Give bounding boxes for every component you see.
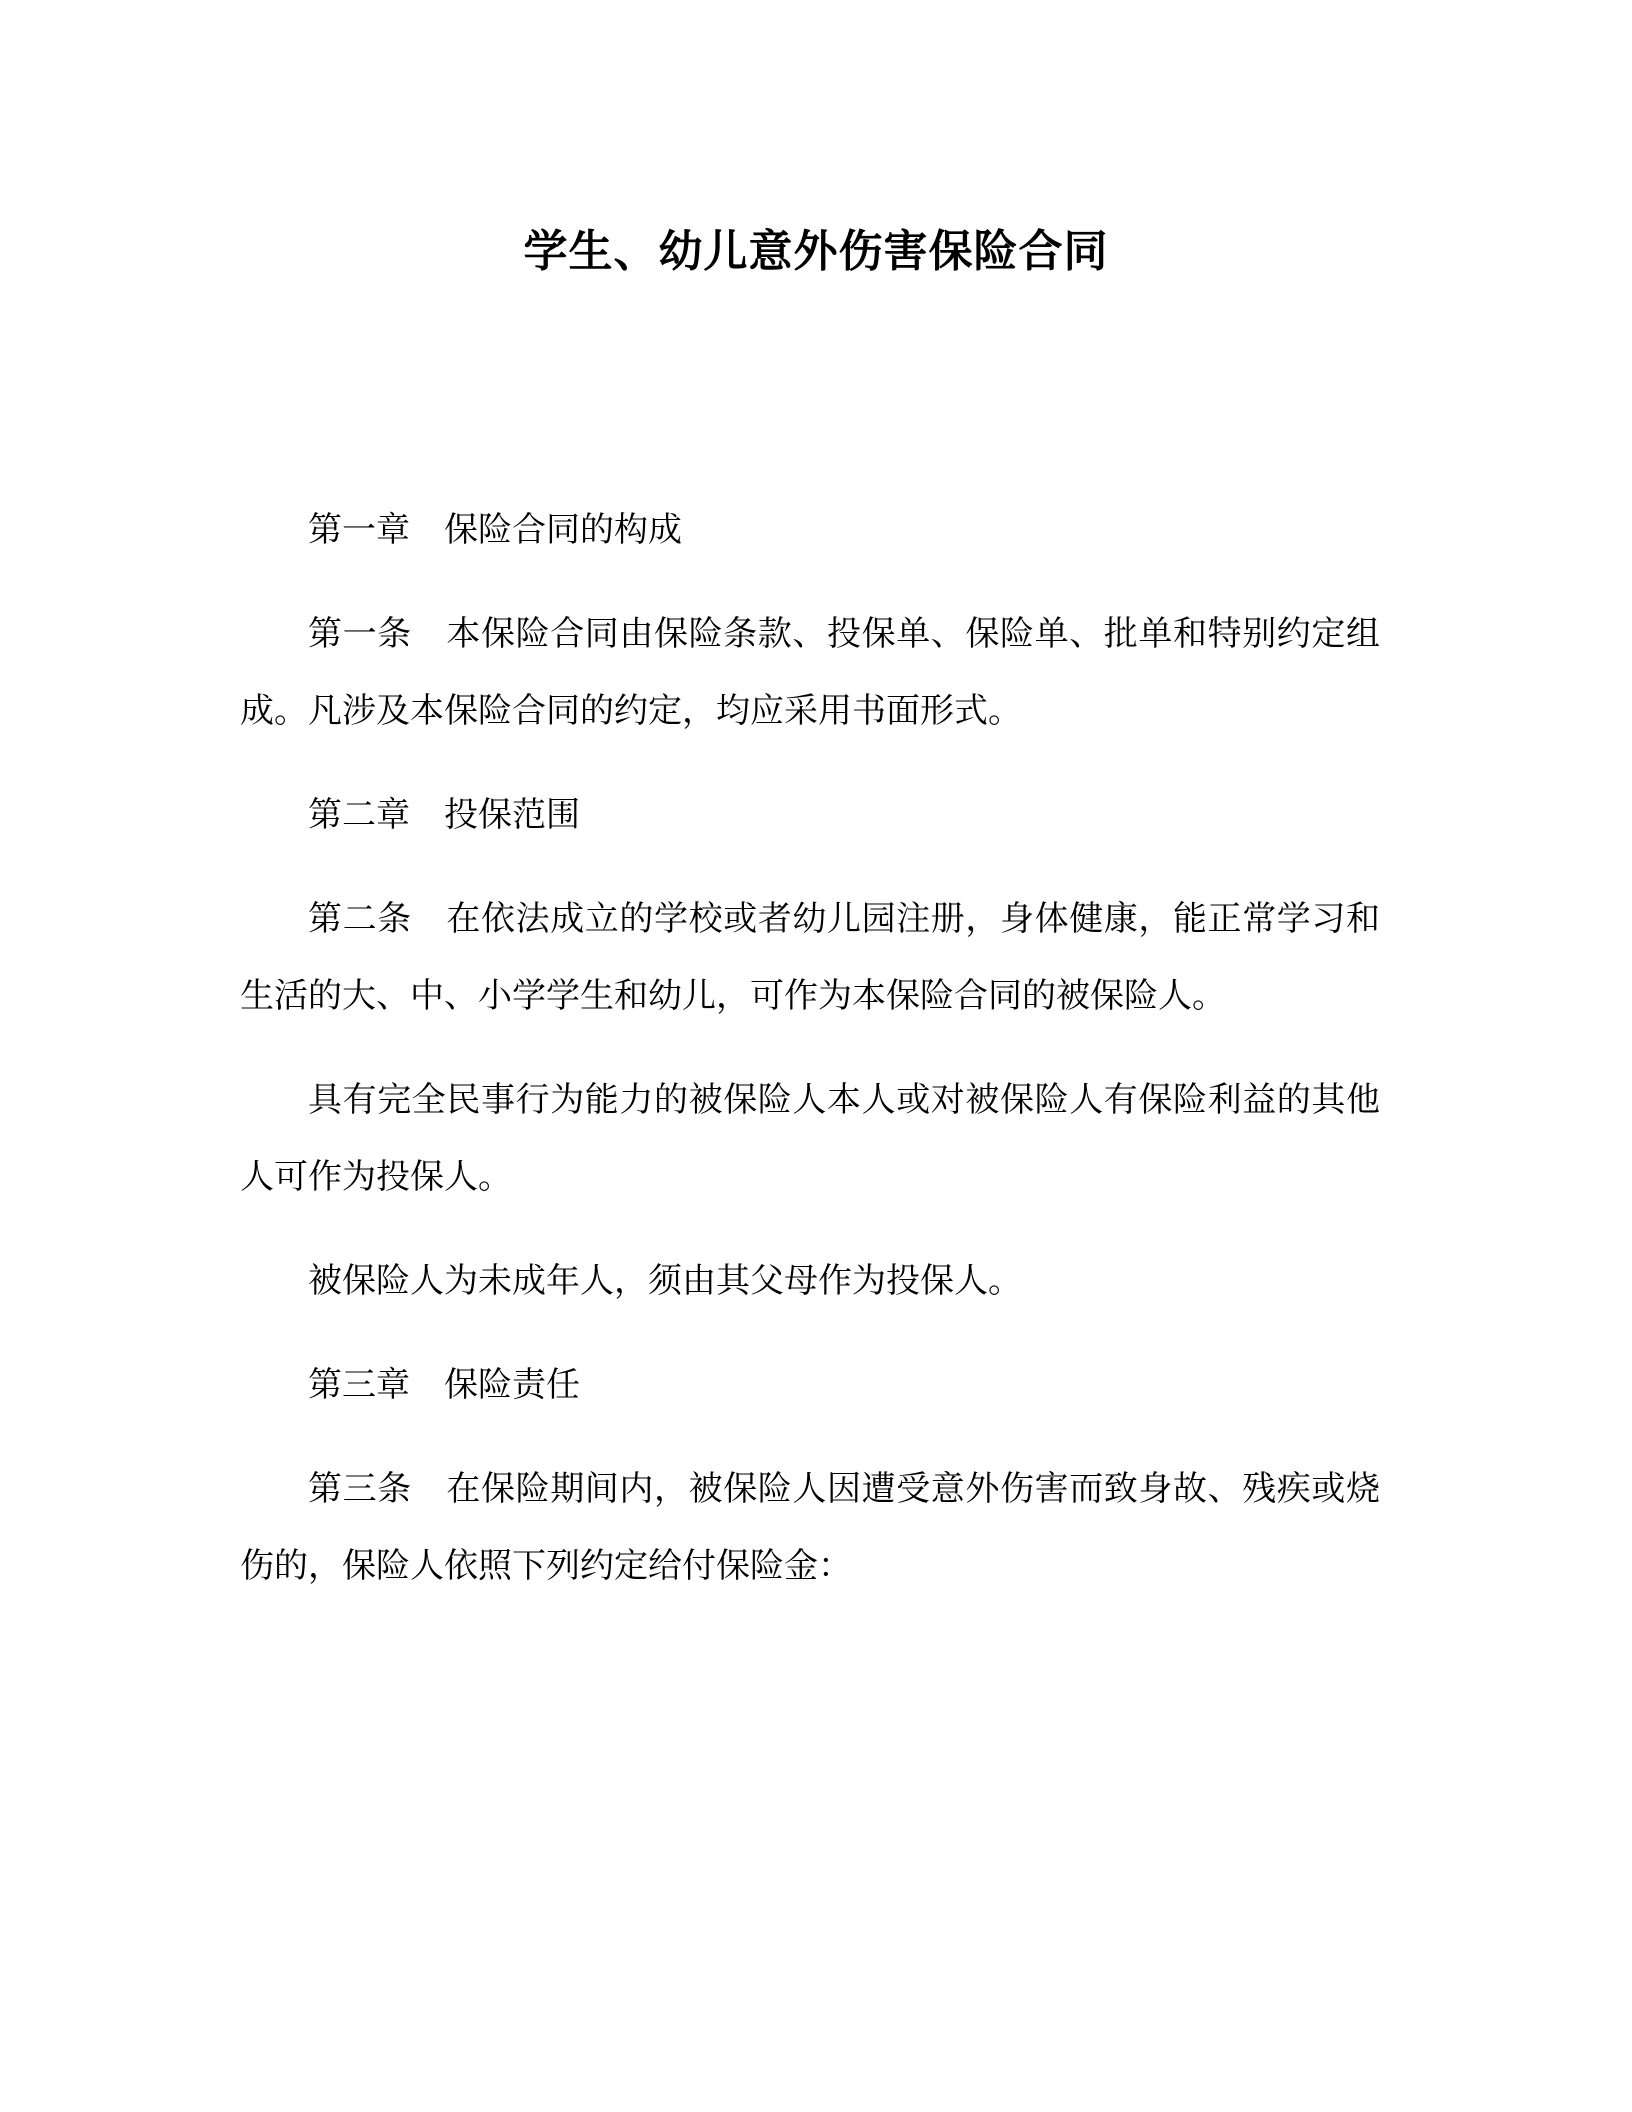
article-number: 第二条 [308,899,412,939]
chapter-number: 第一章 [308,510,410,550]
chapter-title: 投保范围 [444,795,580,835]
article-text: 本保险合同由保险条款、投保单、保险单、批单和特别约定组成。凡涉及本保险合同的约定，均应采用书面形式。 [240,614,1381,731]
article-number: 第一条 [308,614,412,654]
chapter-title: 保险责任 [444,1365,580,1405]
article-number: 第三条 [308,1469,412,1509]
chapter-title: 保险合同的构成 [444,510,682,550]
document-title: 学生、幼儿意外伤害保险合同 [523,226,1109,277]
article-1 [240,596,1380,750]
chapter-number: 第二章 [308,795,410,835]
article-2 [240,881,1380,1035]
chapter-2-heading [240,777,1380,854]
article-text: 在依法成立的学校或者幼儿园注册，身体健康，能正常学习和生活的大、中、小学学生和幼儿，可作为本保险合同的被保险人。 [240,899,1381,1016]
chapter-number: 第三章 [308,1365,410,1405]
article-3 [240,1451,1380,1605]
paragraph-minor: 被保险人为未成年人，须由其父母作为投保人。 [308,1261,1022,1301]
chapter-1-heading [240,492,1380,569]
document-body [240,492,1380,1632]
paragraph-policyholder: 具有完全民事行为能力的被保险人本人或对被保险人有保险利益的其他人可作为投保人。 [240,1080,1380,1197]
chapter-3-heading [240,1347,1380,1424]
article-text: 在保险期间内，被保险人因遭受意外伤害而致身故、残疾或烧伤的，保险人依照下列约定给付保险金： [240,1469,1381,1586]
